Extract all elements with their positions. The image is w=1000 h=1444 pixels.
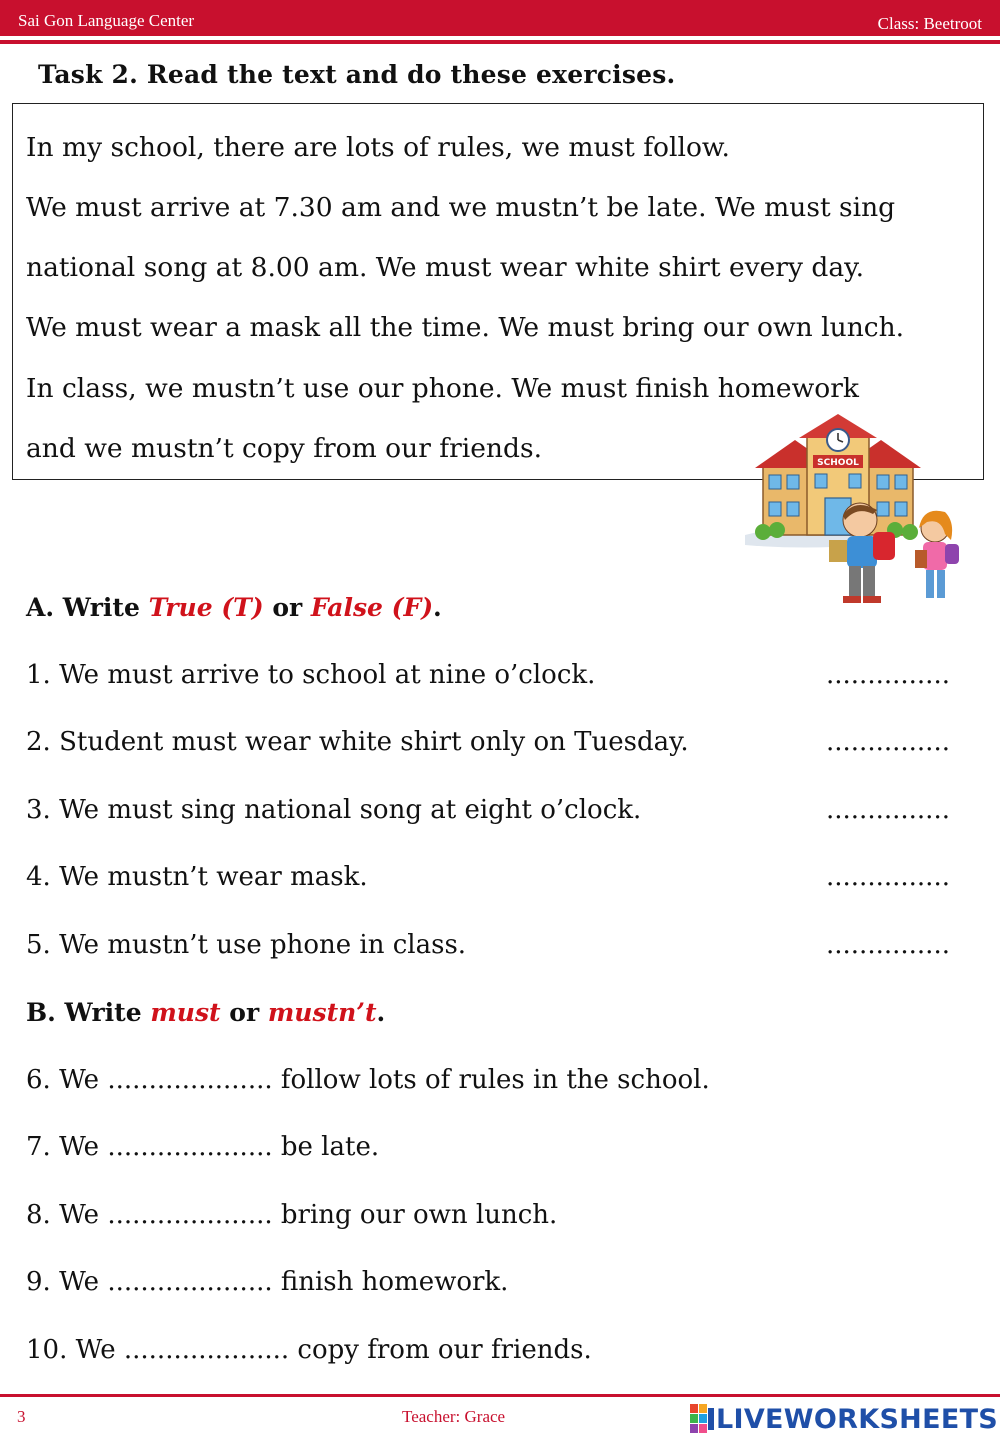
answer-blank-3[interactable]: ...............	[826, 795, 950, 825]
brand-name: LIVEWORKSHEETS	[716, 1403, 999, 1435]
answer-blank-1[interactable]: ...............	[826, 660, 950, 690]
question-6[interactable]: 6. We .................... follow lots of rules in the school.	[26, 1065, 710, 1095]
section-a-title: A. Write True (T) or False (F).	[26, 593, 442, 622]
answer-blank-5[interactable]: ...............	[826, 930, 950, 960]
section-b-title: B. Write must or mustn’t.	[26, 998, 386, 1027]
option-must: must	[150, 998, 221, 1027]
question-3: 3. We must sing national song at eight o’clock.	[26, 795, 642, 825]
passage-line: We must arrive at 7.30 am and we mustn’t be late. We must sing	[26, 192, 896, 223]
page-number: 3	[17, 1407, 26, 1426]
option-mustnt: mustn’t	[267, 998, 377, 1027]
question-7[interactable]: 7. We .................... be late.	[26, 1132, 380, 1162]
school-children-illustration	[745, 410, 975, 610]
answer-blank-4[interactable]: ...............	[826, 862, 950, 892]
girl-figure	[915, 511, 959, 598]
teacher-name: Teacher: Grace	[402, 1407, 506, 1426]
school-sign: SCHOOL	[817, 458, 859, 468]
passage-line: and we mustn’t copy from our friends.	[26, 433, 542, 464]
class-name: Class: Beetroot	[877, 14, 982, 33]
question-9[interactable]: 9. We .................... finish homework.	[26, 1267, 509, 1297]
question-5: 5. We mustn’t use phone in class.	[26, 930, 467, 960]
answer-blank-2[interactable]: ...............	[826, 727, 950, 757]
liveworksheets-logo-icon	[690, 1404, 716, 1434]
passage-line: In class, we mustn’t use our phone. We must finish homework	[26, 373, 859, 404]
option-true: True (T)	[148, 593, 264, 622]
question-8[interactable]: 8. We .................... bring our own lunch.	[26, 1200, 558, 1230]
header-divider	[0, 40, 1000, 44]
question-2: 2. Student must wear white shirt only on Tuesday.	[26, 727, 689, 757]
passage-line: national song at 8.00 am. We must wear white shirt every day.	[26, 252, 864, 283]
option-false: False (F)	[310, 593, 434, 622]
question-4: 4. We mustn’t wear mask.	[26, 862, 368, 892]
task-title: Task 2. Read the text and do these exercises.	[38, 60, 676, 89]
school-name: Sai Gon Language Center	[18, 11, 195, 30]
liveworksheets-logo	[690, 1402, 998, 1436]
question-1: 1. We must arrive to school at nine o’clock.	[26, 660, 596, 690]
footer-divider	[0, 1394, 1000, 1397]
question-10[interactable]: 10. We .................... copy from our friends.	[26, 1335, 592, 1365]
passage-line: In my school, there are lots of rules, we must follow.	[26, 132, 730, 163]
passage-line: We must wear a mask all the time. We must bring our own lunch.	[26, 312, 905, 343]
